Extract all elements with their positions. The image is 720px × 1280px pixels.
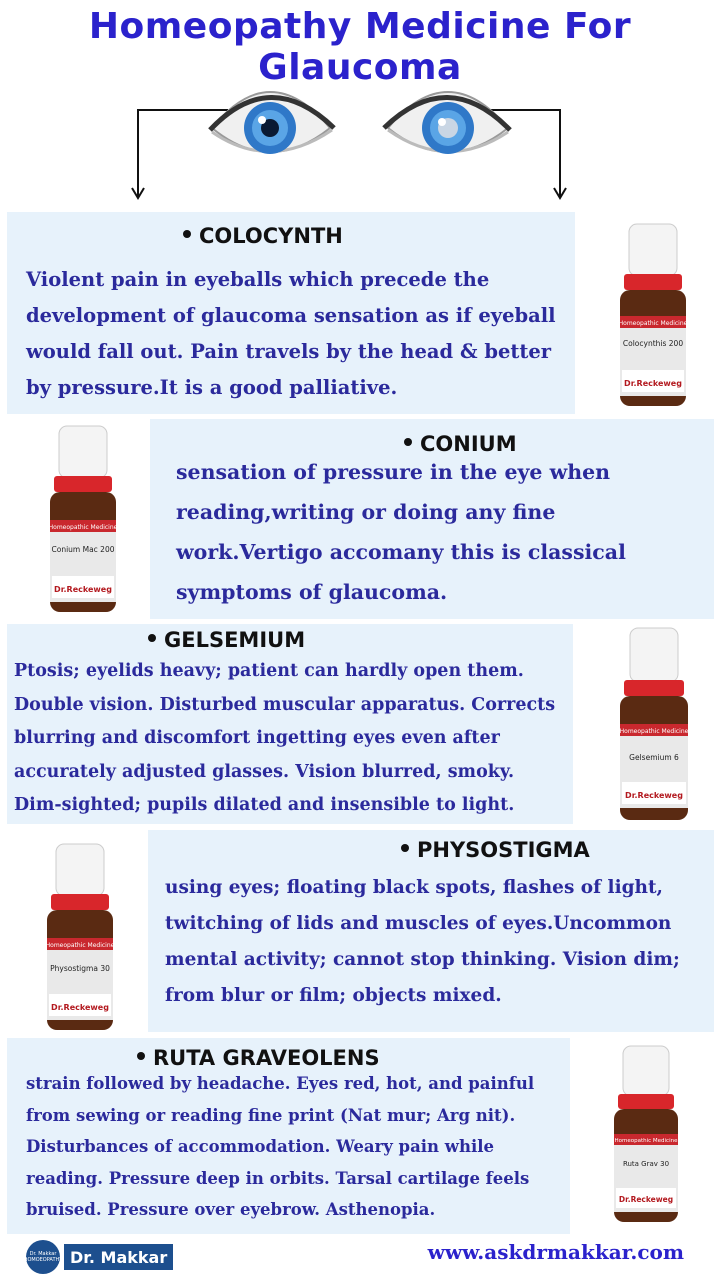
svg-text:Colocynthis 200: Colocynthis 200 [622,339,684,348]
svg-text:Homeopathic Medicine: Homeopathic Medicine [48,524,118,531]
svg-text:Homeopathic Medicine: Homeopathic Medicine [618,320,688,327]
eye-icon [210,92,334,154]
medicine-bottle-icon [44,422,122,616]
svg-text:Dr.Reckeweg: Dr.Reckeweg [618,1195,674,1204]
website-link[interactable]: www.askdrmakkar.com [427,1240,684,1264]
logo-text: Dr. Makkar [64,1244,173,1270]
svg-text:Physostigma 30: Physostigma 30 [50,964,110,973]
section-body: Violent pain in eyeballs which precede the development of glaucoma sensation as if eyeball would fall out. Pain travels by the head & better by pressure.It is a good palliative. [26,268,556,399]
section-heading: COLOCYNTH [183,224,343,248]
section-body: Ptosis; eyelids heavy; patient can hardly open them. Double vision. Disturbed muscular apparatus. Corrects blurring and discomfort ingetting eyes even after accurately adjusted glasses. Vision blurred, smoky. Dim-sighted; pupils dilated and insensible to light. [14,661,556,815]
section-body: strain followed by headache. Eyes red, hot, and painful from sewing or reading fine print (Nat mur; Arg nit). Disturbances of accommodation. Weary pain while reading. Pressure deep in orbits. Tarsal cartilage feels bruised. Pressure over eyebrow. Asthenopia. [26,1074,535,1219]
section-body: using eyes; floating black spots, flashes of light, twitching of lids and muscles of eyes.Uncommon mental activity; cannot stop thinking. Vision dim; from blur or film; objects mixed. [165,877,680,1006]
svg-text:Dr.Reckeweg: Dr.Reckeweg [54,585,112,594]
svg-text:Dr.Reckeweg: Dr.Reckeweg [624,379,682,388]
medicine-bottle-icon [614,220,692,410]
logo-emblem: Dr. Makkar HOMOEOPATHY [26,1240,60,1274]
section-heading: RUTA GRAVEOLENS [137,1046,380,1070]
page-title: Homeopathy Medicine For Glaucoma [88,6,632,88]
svg-text:Conium Mac 200: Conium Mac 200 [51,545,115,554]
section-heading: GELSEMIUM [148,628,305,652]
svg-text:Homeopathic Medicine: Homeopathic Medicine [619,728,689,735]
medicine-bottle-icon [610,1042,682,1226]
section-heading: CONIUM [404,432,517,456]
medicine-bottle-icon [614,624,694,824]
svg-text:Dr.Reckeweg: Dr.Reckeweg [625,791,683,800]
svg-text:Homeopathic Medicine: Homeopathic Medicine [614,1138,678,1144]
brand-logo [23,1240,173,1274]
svg-text:Ruta Grav 30: Ruta Grav 30 [622,1160,670,1168]
svg-text:Gelsemium 6: Gelsemium 6 [629,753,679,762]
section-heading: PHYSOSTIGMA [401,838,590,862]
section-body: sensation of pressure in the eye when reading,writing or doing any fine work.Vertigo accomany this is classical symptoms of glaucoma. [176,460,626,604]
svg-text:Dr.Reckeweg: Dr.Reckeweg [51,1003,109,1012]
eye-icon [384,92,510,154]
svg-text:Homeopathic Medicine: Homeopathic Medicine [45,942,115,949]
medicine-bottle-icon [42,840,118,1034]
eyes-illustration [0,66,720,206]
